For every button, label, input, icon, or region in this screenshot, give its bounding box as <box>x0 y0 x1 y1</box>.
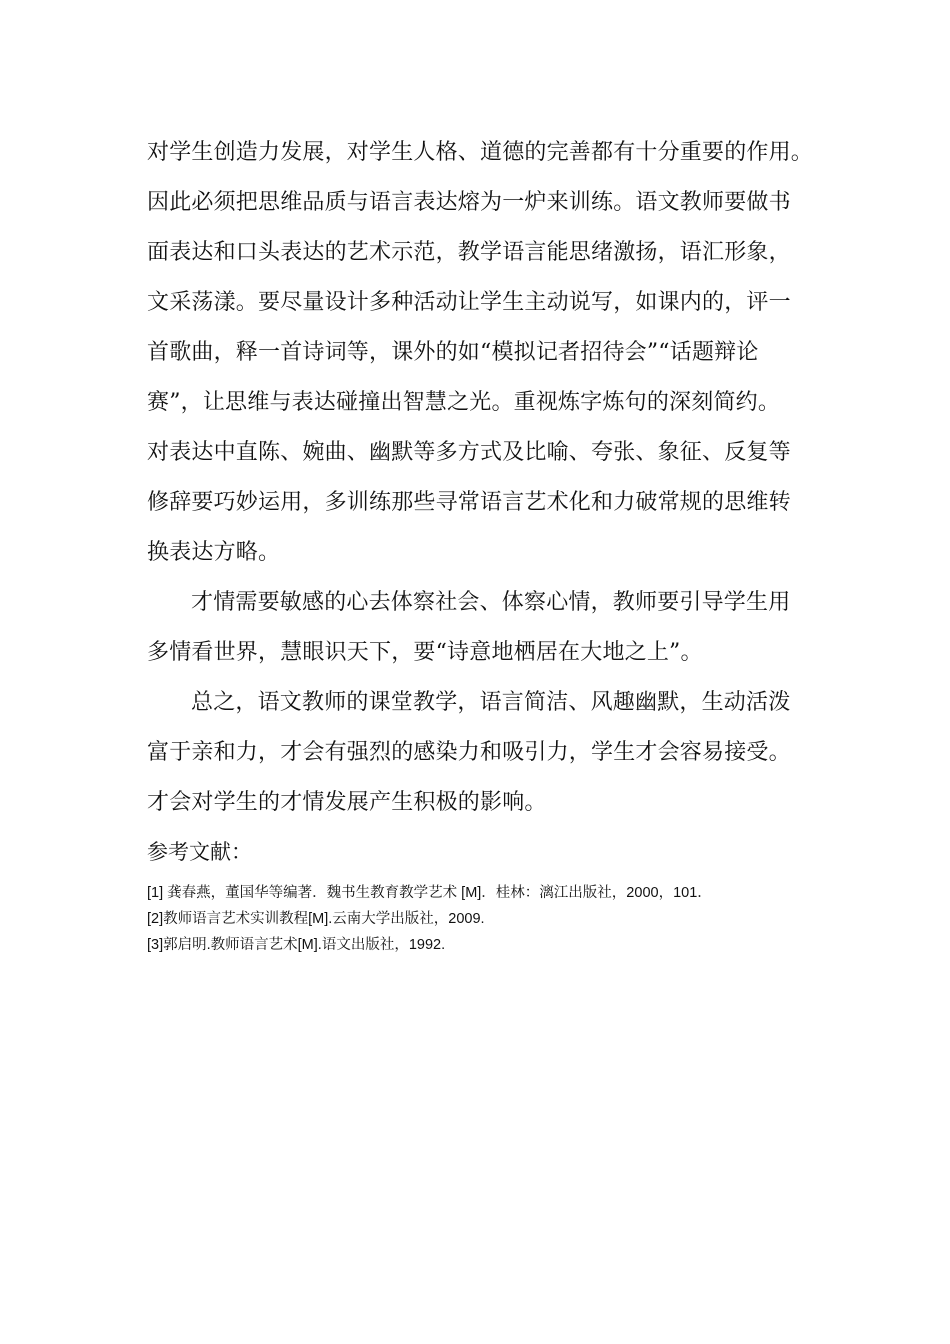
document-content <box>147 128 827 958</box>
text-line: 文采荡漾。要尽量设计多种活动让学生主动说写，如课内的，评一 <box>147 290 791 315</box>
paragraph-2 <box>147 578 827 678</box>
text-line: 赛”，让思维与表达碰撞出智慧之光。重视炼字炼句的深刻简约。 <box>147 390 781 415</box>
reference-item: [1] 龚春燕，董国华等编著．魏书生教育教学艺术 [M]．桂林：漓江出版社，2000，101． <box>147 885 712 901</box>
text-line: 多情看世界，慧眼识天下，要“诗意地栖居在大地之上”。 <box>147 640 703 665</box>
text-line: 换表达方略。 <box>147 540 281 565</box>
text-line: 才情需要敏感的心去体察社会、体察心情，教师要引导学生用 <box>191 590 791 615</box>
text-line: 总之，语文教师的课堂教学，语言简洁、风趣幽默，生动活泼 <box>191 690 791 715</box>
reference-item: [3]郭启明.教师语言艺术[M].语文出版社，1992. <box>147 937 446 953</box>
text-line: 对学生创造力发展，对学生人格、道德的完善都有十分重要的作用。 <box>147 140 814 165</box>
text-line: 富于亲和力，才会有强烈的感染力和吸引力，学生才会容易接受。 <box>147 740 791 765</box>
reference-item: [2]教师语言艺术实训教程[M].云南大学出版社，2009. <box>147 911 485 927</box>
paragraph-3 <box>147 678 827 828</box>
references-list <box>147 880 827 958</box>
references-heading: 参考文献： <box>147 840 252 864</box>
text-line: 对表达中直陈、婉曲、幽默等多方式及比喻、夸张、象征、反复等 <box>147 440 791 465</box>
text-line: 修辞要巧妙运用，多训练那些寻常语言艺术化和力破常规的思维转 <box>147 490 791 515</box>
text-line: 因此必须把思维品质与语言表达熔为一炉来训练。语文教师要做书 <box>147 190 791 215</box>
text-line: 面表达和口头表达的艺术示范，教学语言能思绪激扬，语汇形象， <box>147 240 791 265</box>
text-line: 首歌曲，释一首诗词等，课外的如“模拟记者招待会”“话题辩论 <box>147 340 759 365</box>
text-line: 才会对学生的才情发展产生积极的影响。 <box>147 790 547 815</box>
paragraph-1 <box>147 128 827 578</box>
